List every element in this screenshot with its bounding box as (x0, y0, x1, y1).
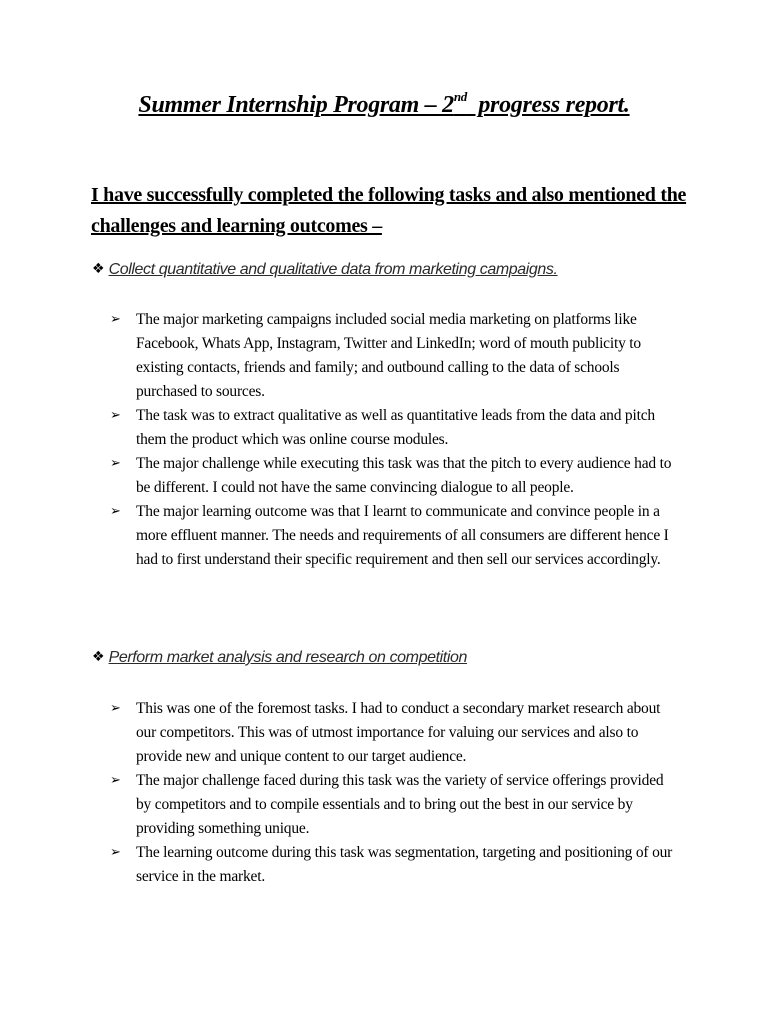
list-item (110, 452, 680, 500)
bullet-text: This was one of the foremost tasks. I had to conduct a secondary market research about our competitors. This was of utmost importance for valuing our services and also to provide new and unique content to our target audience. (136, 700, 661, 765)
arrow-bullet-icon: ➢ (110, 312, 121, 327)
list-item (110, 500, 680, 572)
arrow-bullet-icon: ➢ (110, 408, 121, 423)
title-rest: progress report. (466, 92, 630, 118)
list-item (110, 404, 680, 452)
bullet-text: The major learning outcome was that I learnt to communicate and convince people in a more effluent manner. The needs and requirements of all consumers are different hence I had to first understand their specific requirement and then sell our services accordingly. (136, 503, 669, 568)
arrow-bullet-icon: ➢ (110, 456, 121, 471)
arrow-bullet-icon: ➢ (110, 504, 121, 519)
section-heading-1 (92, 258, 558, 281)
page-title (0, 89, 768, 119)
section-heading-2 (92, 646, 467, 669)
arrow-bullet-icon: ➢ (110, 845, 121, 860)
list-item (110, 308, 680, 404)
intro-heading: I have successfully completed the following tasks and also mentioned the challenges and learning outcomes – (91, 184, 687, 237)
title-main: Summer Internship Program – 2 (138, 92, 454, 118)
diamond-bullet-icon: ❖ (92, 261, 105, 277)
arrow-bullet-icon: ➢ (110, 701, 121, 716)
title-superscript: nd (453, 89, 467, 104)
list-item (110, 697, 680, 769)
section-heading-text: Perform market analysis and research on competition (108, 649, 467, 666)
bullet-text: The major marketing campaigns included social media marketing on platforms like Facebook, Whats App, Instagram, Twitter and LinkedIn; word of mouth publicity to existing contacts, friends and family; and outbound calling to the data of schools purchased to sources. (136, 311, 641, 400)
list-item (110, 769, 680, 841)
section-2-bullet-list (110, 697, 680, 889)
arrow-bullet-icon: ➢ (110, 773, 121, 788)
bullet-text: The learning outcome during this task was segmentation, targeting and positioning of our service in the market. (136, 844, 673, 885)
bullet-text: The major challenge while executing this task was that the pitch to every audience had to be different. I could not have the same convincing dialogue to all people. (136, 455, 672, 496)
section-heading-text: Collect quantitative and qualitative data from marketing campaigns. (108, 261, 558, 278)
list-item (110, 841, 680, 889)
bullet-text: The task was to extract qualitative as well as quantitative leads from the data and pitch them the product which was online course modules. (136, 407, 655, 448)
section-1-bullet-list (110, 308, 680, 572)
diamond-bullet-icon: ❖ (92, 649, 105, 665)
bullet-text: The major challenge faced during this task was the variety of service offerings provided by competitors and to compile essentials and to bring out the best in our service by providing something unique. (136, 772, 664, 837)
